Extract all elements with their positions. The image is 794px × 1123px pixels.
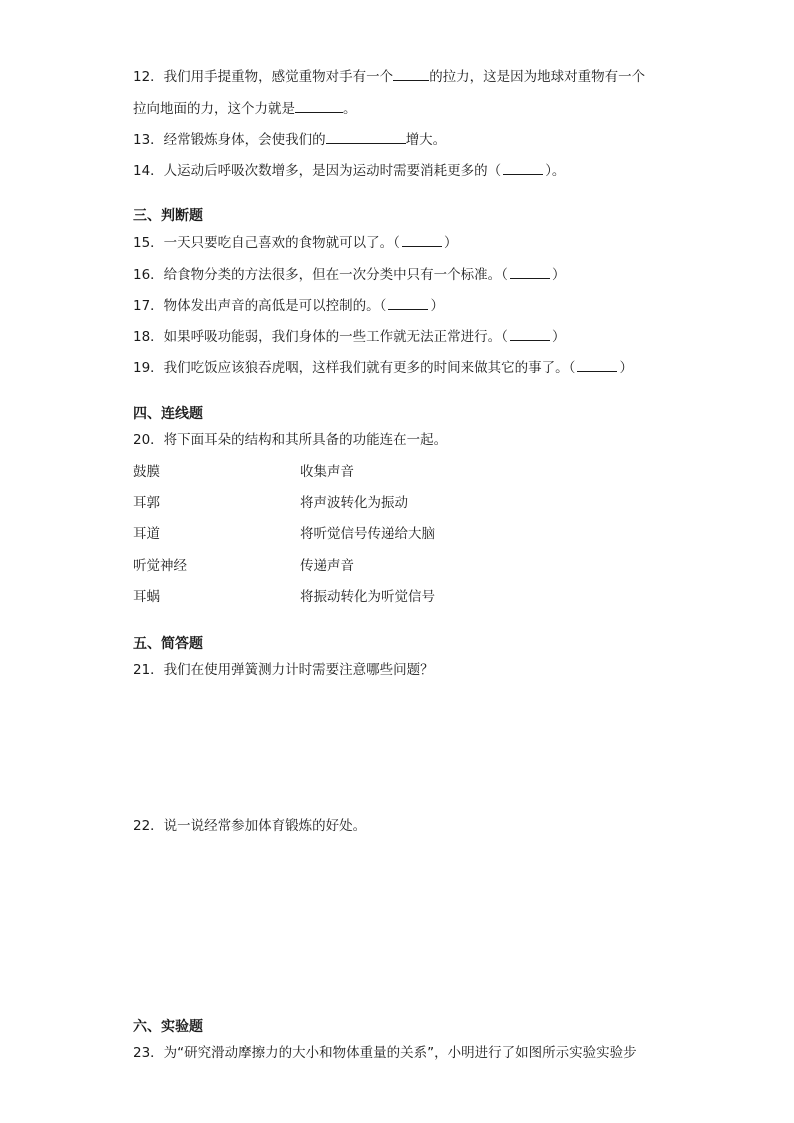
q16-blank[interactable] [510, 264, 550, 279]
match-left-2[interactable]: 耳郭 [133, 495, 160, 511]
question-15 [133, 232, 457, 253]
q18-blank[interactable] [510, 326, 550, 341]
q19-blank[interactable] [577, 357, 617, 372]
question-14 [133, 160, 565, 181]
question-22: 22．说一说经常参加体育锻炼的好处。 [133, 818, 367, 834]
question-19 [133, 357, 633, 378]
q15-text: 15．一天只要吃自己喜欢的食物就可以了。（ [133, 235, 400, 251]
q16-text: 16．给食物分类的方法很多，但在一次分类中只有一个标准。（ [133, 267, 508, 283]
q15-end: ） [443, 235, 458, 251]
q14-blank[interactable] [503, 160, 543, 175]
q14-text-a: 14．人运动后呼吸次数增多，是因为运动时需要消耗更多的（ [133, 163, 502, 179]
match-left-4[interactable]: 听觉神经 [133, 558, 187, 574]
q12-blank-1[interactable] [393, 66, 429, 81]
question-12-line-2 [133, 98, 357, 119]
q12-text-c: 拉向地面的力，这个力就是 [133, 101, 295, 117]
q12-text-d: 。 [343, 101, 357, 117]
q18-end: ） [551, 329, 566, 345]
q18-text: 18．如果呼吸功能弱，我们身体的一些工作就无法正常进行。（ [133, 329, 508, 345]
section-3-title: 三、判断题 [133, 208, 203, 224]
question-16 [133, 264, 565, 285]
question-17 [133, 295, 444, 316]
match-left-5[interactable]: 耳蜗 [133, 589, 160, 605]
q13-blank[interactable] [326, 129, 406, 144]
q12-text-b: 的拉力，这是因为地球对重物有一个 [429, 69, 646, 85]
question-18 [133, 326, 565, 347]
question-13 [133, 129, 446, 150]
match-right-5[interactable]: 将振动转化为听觉信号 [300, 589, 435, 605]
q13-text-b: 增大。 [405, 132, 447, 148]
section-5-title: 五、简答题 [133, 636, 203, 652]
q12-blank-2[interactable] [295, 98, 343, 113]
question-12-line-1 [133, 66, 645, 87]
match-left-1[interactable]: 鼓膜 [133, 464, 160, 480]
match-left-3[interactable]: 耳道 [133, 526, 160, 542]
q17-blank[interactable] [388, 295, 428, 310]
question-20: 20．将下面耳朵的结构和其所具备的功能连在一起。 [133, 432, 448, 448]
question-23: 23．为“研究滑动摩擦力的大小和物体重量的关系”，小明进行了如图所示实验实验步 [133, 1045, 637, 1061]
q14-text-b: ）。 [545, 163, 566, 179]
section-4-title: 四、连线题 [133, 406, 203, 422]
q17-end: ） [430, 298, 444, 314]
q16-end: ） [551, 267, 566, 283]
match-right-2[interactable]: 将声波转化为振动 [300, 495, 408, 511]
question-21: 21．我们在使用弹簧测力计时需要注意哪些问题？ [133, 662, 434, 678]
q15-blank[interactable] [402, 232, 442, 247]
q19-end: ） [619, 360, 633, 376]
q12-text-a: 12．我们用手提重物，感觉重物对手有一个 [133, 69, 394, 85]
q13-text-a: 13．经常锻炼身体，会使我们的 [133, 132, 326, 148]
q17-text: 17．物体发出声音的高低是可以控制的。（ [133, 298, 387, 314]
match-right-4[interactable]: 传递声音 [300, 558, 354, 574]
section-6-title: 六、实验题 [133, 1019, 203, 1035]
match-right-1[interactable]: 收集声音 [300, 464, 354, 480]
match-right-3[interactable]: 将听觉信号传递给大脑 [300, 526, 435, 542]
q19-text: 19．我们吃饭应该狼吞虎咽，这样我们就有更多的时间来做其它的事了。（ [133, 360, 576, 376]
